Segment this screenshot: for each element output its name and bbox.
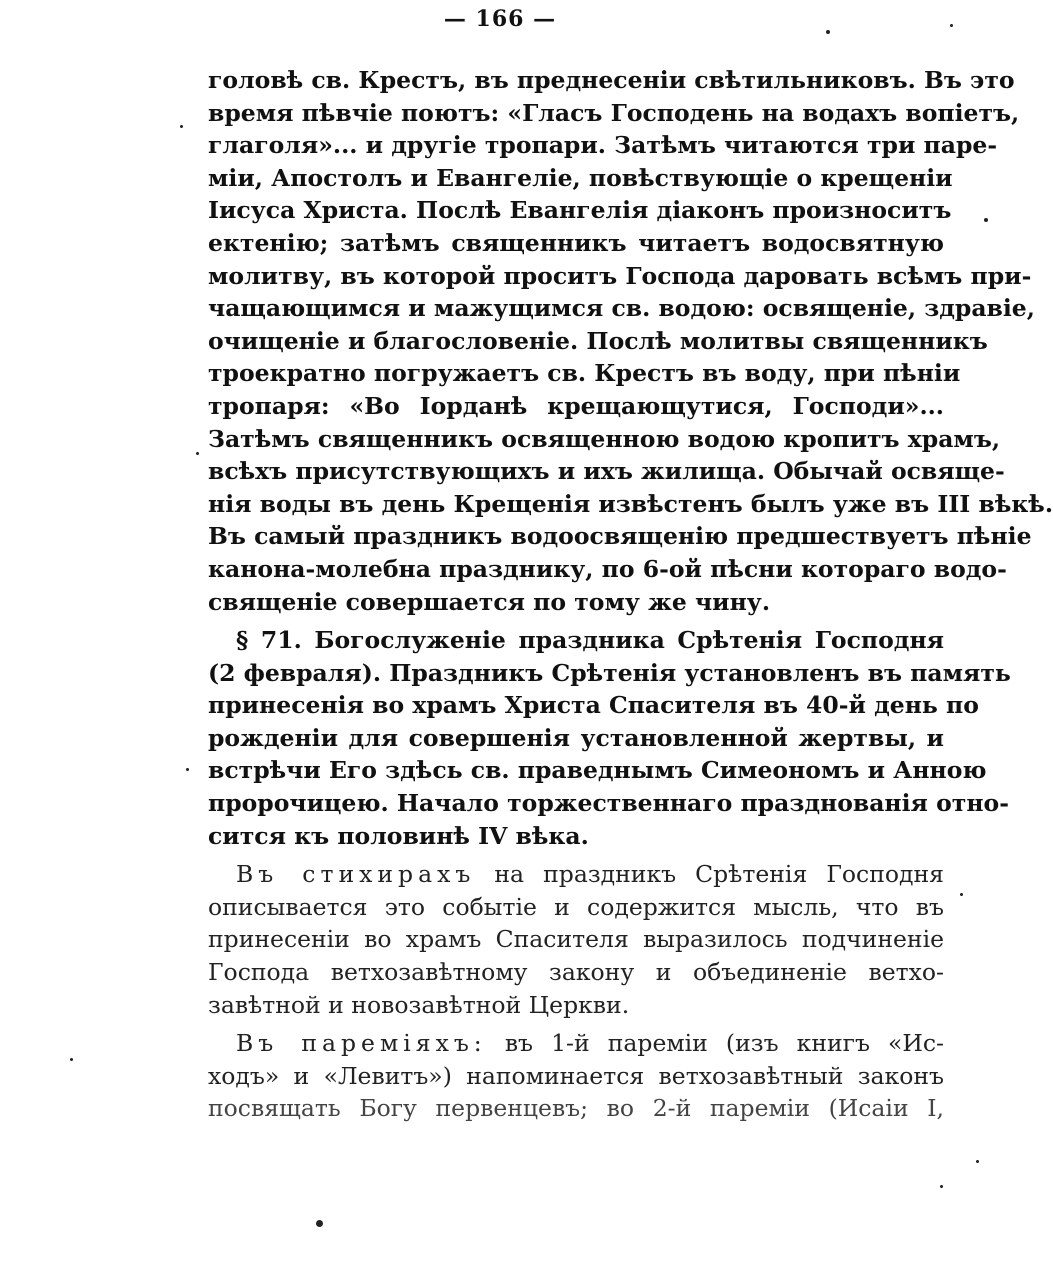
text-line: описывается это событіе и содержится мысль, что въ [208,892,944,921]
text-line: посвящать Богу первенцевъ; во 2-й пареміи (Исаіи I, [208,1094,944,1123]
text-line: завѣтной и новозавѣтной Церкви. [208,990,630,1019]
scan-speck [186,768,189,771]
text-line: принесеніи во храмъ Спасителя выразилось подчиненіе [208,925,944,954]
paragraph-paremias [208,1027,944,1125]
scan-speck [70,1058,73,1061]
text-line: канона-молебна празднику, по 6-ой пѣсни котораго водо- [208,554,1007,583]
paragraph-section-71 [208,624,1011,852]
text-line: Въ самый праздникъ водоосвященію предшествуетъ пѣніе [208,522,1032,551]
text-line: сится къ половинѣ IV вѣка. [208,821,589,850]
text-line: очищеніе и благословеніе. Послѣ молитвы священникъ [208,326,988,355]
text-line: пророчицею. Начало торжественнаго празднованія отно- [208,789,1009,818]
scan-speck [180,125,183,128]
text-line: (2 февраля). Праздникъ Срѣтенія установленъ въ память [208,658,1011,687]
text-column [208,64,1053,1125]
text-line: принесенія во храмъ Христа Спасителя въ 40-й день по [208,691,979,720]
paragraph-stichera [208,858,944,1021]
text-line: Господа ветхозавѣтному закону и объединеніе ветхо- [208,958,944,987]
text-line: глаголя»... и другіе тропари. Затѣмъ читаются три паре- [208,131,998,160]
text-line: священіе совершается по тому же чину. [208,587,771,616]
text-line: тропаря: «Во Іорданѣ крещающутися, Господи»... [208,391,944,420]
line-rest: въ 1-й пареміи (изъ книгъ «Ис- [504,1029,944,1058]
line-rest: на праздникъ Срѣтенія Господня [494,860,944,889]
scan-speck [950,24,953,27]
text-line: Затѣмъ священникъ освященною водою кропитъ храмъ, [208,424,1001,453]
text-line: троекратно погружаетъ св. Крестъ въ воду, при пѣніи [208,359,961,388]
scan-speck [984,218,988,222]
page-number: — 166 — [443,6,557,32]
text-line: ектенію; затѣмъ священникъ читаетъ водосвятную [208,228,944,257]
text-line: встрѣчи Его здѣсь св. праведнымъ Симеономъ и Анною [208,756,987,785]
text-line: чащающимся и мажущимся св. водою: освященіе, здравіе, [208,294,1035,323]
text-line: головѣ св. Крестъ, въ преднесеніи свѣтильниковъ. Въ это [208,66,1015,94]
text-line [208,1027,944,1060]
section-heading-line: § 71. Богослуженіе праздника Срѣтенія Господня [236,626,944,655]
text-line: ходъ» и «Левитъ») напоминается ветхозавѣтный законъ [208,1061,944,1090]
text-line: молитву, въ которой проситъ Господа даровать всѣмъ при- [208,261,1032,290]
scan-speck [196,452,199,455]
text-line: рожденіи для совершенія установленной жертвы, и [208,723,944,752]
text-line: міи, Апостолъ и Евангеліе, повѣствующіе о крещеніи [208,163,953,192]
text-line: Іисуса Христа. Послѣ Евангелія діаконъ произноситъ [208,196,952,225]
paragraph-epiphany-blessing [208,64,1053,618]
text-line: всѣхъ присутствующихъ и ихъ жилища. Обычай освяще- [208,457,1005,486]
scan-speck [940,1185,943,1188]
scan-speck [976,1160,979,1163]
text-line: нія воды въ день Крещенія извѣстенъ былъ уже въ III вѣкѣ. [208,489,1053,518]
scan-speck [960,893,963,896]
scan-speck [316,1220,323,1227]
spaced-lead-word: Въ пареміяхъ: [236,1029,487,1058]
scan-speck [826,30,830,34]
spaced-lead-word: Въ стихирахъ [236,860,476,889]
text-line: время пѣвчіе поютъ: «Гласъ Господень на водахъ вопіетъ, [208,98,1020,127]
text-line [208,858,944,891]
